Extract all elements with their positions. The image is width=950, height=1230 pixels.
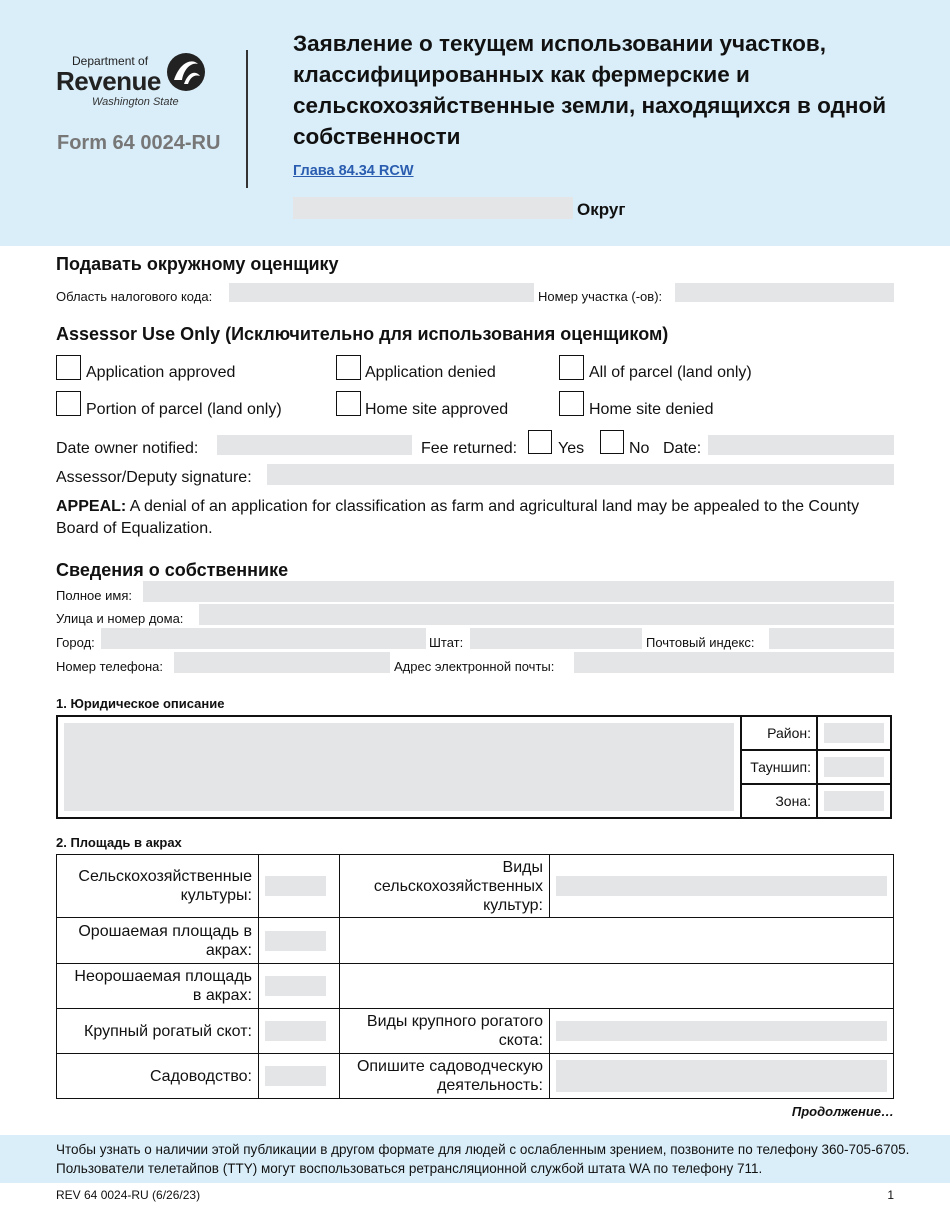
home-site-approved-label: Home site approved: [365, 401, 509, 418]
irrigated-empty-cell: [340, 918, 894, 964]
non-irrigated-empty-cell: [340, 964, 894, 1009]
horticulture-acres-input[interactable]: [265, 1066, 326, 1086]
home-site-denied-checkbox[interactable]: [559, 391, 584, 416]
header-divider: [246, 50, 248, 188]
fee-returned-no-checkbox[interactable]: [600, 430, 624, 454]
dor-logo: [56, 50, 216, 116]
livestock-cell: [259, 1009, 340, 1054]
crops-label: Сельскохозяйственные культуры:: [57, 855, 259, 918]
fee-returned-no-label: No: [629, 440, 650, 457]
irrigated-cell: [259, 918, 340, 964]
signature-label: Assessor/Deputy signature:: [56, 469, 252, 486]
section-cell: [817, 716, 891, 750]
submit-heading: Подавать окружному оценщику: [56, 254, 339, 274]
crop-types-cell: [550, 855, 894, 918]
email-input[interactable]: [574, 652, 894, 673]
appeal-body: A denial of an application for classification as farm and agricultural land may be appealed to the County Board of Equalization.: [56, 498, 860, 537]
parcel-label: Номер участка (-ов):: [538, 289, 663, 304]
street-label: Улица и номер дома:: [56, 611, 184, 626]
city-label: Город:: [56, 635, 95, 650]
livestock-types-cell: [550, 1009, 894, 1054]
revision-code: REV 64 0024-RU (6/26/23): [56, 1188, 201, 1202]
logo-revenue-text: Revenue: [56, 66, 161, 96]
non-irrigated-acres-input[interactable]: [265, 976, 326, 996]
application-approved-label: Application approved: [86, 364, 236, 381]
parcel-input[interactable]: [675, 283, 894, 302]
county-label: Округ: [577, 200, 626, 219]
township-input[interactable]: [824, 757, 884, 777]
acres-heading: 2. Площадь в акрах: [56, 835, 182, 850]
home-site-denied-label: Home site denied: [589, 401, 714, 418]
appeal-bold: APPEAL:: [56, 498, 127, 515]
horticulture-label: Садоводство:: [57, 1054, 259, 1099]
city-input[interactable]: [101, 628, 426, 649]
date-notified-input[interactable]: [217, 435, 412, 455]
portion-of-parcel-label: Portion of parcel (land only): [86, 401, 282, 418]
home-site-approved-checkbox[interactable]: [336, 391, 361, 416]
logo-dept-text: Department of: [72, 54, 149, 68]
all-of-parcel-label: All of parcel (land only): [589, 364, 752, 381]
page-title: Заявление о текущем использовании участков, классифицированных как фермерские и сельскохозяйственные земли, находящихся в одной собственности: [293, 31, 887, 149]
fee-returned-yes-checkbox[interactable]: [528, 430, 552, 454]
street-input[interactable]: [199, 604, 894, 625]
fee-date-label: Date:: [663, 440, 702, 457]
livestock-types-input[interactable]: [556, 1021, 887, 1041]
logo-state-text: Washington State: [92, 96, 179, 108]
livestock-acres-input[interactable]: [265, 1021, 326, 1041]
horticulture-cell: [259, 1054, 340, 1099]
range-input[interactable]: [824, 791, 884, 811]
appeal-text: [56, 496, 894, 540]
all-of-parcel-checkbox[interactable]: [559, 355, 584, 380]
fee-returned-yes-label: Yes: [558, 440, 585, 457]
township-label: Тауншип:: [741, 750, 817, 784]
range-cell: [817, 784, 891, 818]
zip-input[interactable]: [769, 628, 894, 649]
section-input[interactable]: [824, 723, 884, 743]
legal-description-cell: [57, 716, 741, 818]
phone-label: Номер телефона:: [56, 659, 163, 674]
tax-code-input[interactable]: [229, 283, 534, 302]
section-label: Район:: [741, 716, 817, 750]
fee-returned-label: Fee returned:: [421, 440, 518, 457]
application-denied-label: Application denied: [365, 364, 496, 381]
township-cell: [817, 750, 891, 784]
application-approved-checkbox[interactable]: [56, 355, 81, 380]
irrigated-label: Орошаемая площадь в акрах:: [57, 918, 259, 964]
legal-description-input[interactable]: [64, 723, 734, 811]
application-denied-checkbox[interactable]: [336, 355, 361, 380]
full-name-input[interactable]: [143, 581, 894, 602]
crop-types-label: Виды сельскохозяйственных культур:: [340, 855, 550, 918]
continued-note: Продолжение…: [791, 1104, 894, 1119]
crops-acres-input[interactable]: [265, 876, 326, 896]
non-irrigated-cell: [259, 964, 340, 1009]
email-label: Адрес электронной почты:: [394, 659, 555, 674]
horticulture-desc-cell: [550, 1054, 894, 1099]
legal-description-table: [56, 715, 892, 819]
county-input[interactable]: [293, 197, 573, 219]
fee-date-input[interactable]: [708, 435, 894, 455]
revenue-swoosh-icon: [162, 50, 208, 94]
range-label: Зона:: [741, 784, 817, 818]
signature-input[interactable]: [267, 464, 894, 485]
livestock-types-label: Виды крупного рогатого скота:: [340, 1009, 550, 1054]
crop-types-input[interactable]: [556, 876, 887, 896]
horticulture-desc-input[interactable]: [556, 1060, 887, 1092]
accessibility-note: Чтобы узнать о наличии этой публикации в другом формате для людей с ослабленным зрением, позвоните по телефону 360-705-6705. Пользователи телетайпов (TTY) могут воспользоваться ретрансляционной службой штата WA по телефону 711.: [56, 1142, 910, 1176]
legal-heading: 1. Юридическое описание: [56, 696, 225, 711]
date-notified-label: Date owner notified:: [56, 440, 199, 457]
non-irrigated-label: Неорошаемая площадь в акрах:: [57, 964, 259, 1009]
form-number: Form 64 0024-RU: [57, 132, 221, 154]
state-input[interactable]: [470, 628, 642, 649]
page-number: 1: [887, 1188, 894, 1202]
crops-cell: [259, 855, 340, 918]
zip-label: Почтовый индекс:: [646, 635, 755, 650]
state-label: Штат:: [429, 635, 464, 650]
owner-heading: Сведения о собственнике: [56, 560, 289, 580]
livestock-label: Крупный рогатый скот:: [57, 1009, 259, 1054]
acreage-table: [56, 854, 894, 1099]
rcw-link[interactable]: Глава 84.34 RCW: [293, 163, 414, 179]
assessor-heading: Assessor Use Only (Исключительно для использования оценщиком): [56, 324, 669, 344]
irrigated-acres-input[interactable]: [265, 931, 326, 951]
horticulture-desc-label: Опишите садоводческую деятельность:: [340, 1054, 550, 1099]
full-name-label: Полное имя:: [56, 588, 132, 603]
portion-of-parcel-checkbox[interactable]: [56, 391, 81, 416]
tax-code-label: Область налогового кода:: [56, 289, 213, 304]
phone-input[interactable]: [174, 652, 390, 673]
